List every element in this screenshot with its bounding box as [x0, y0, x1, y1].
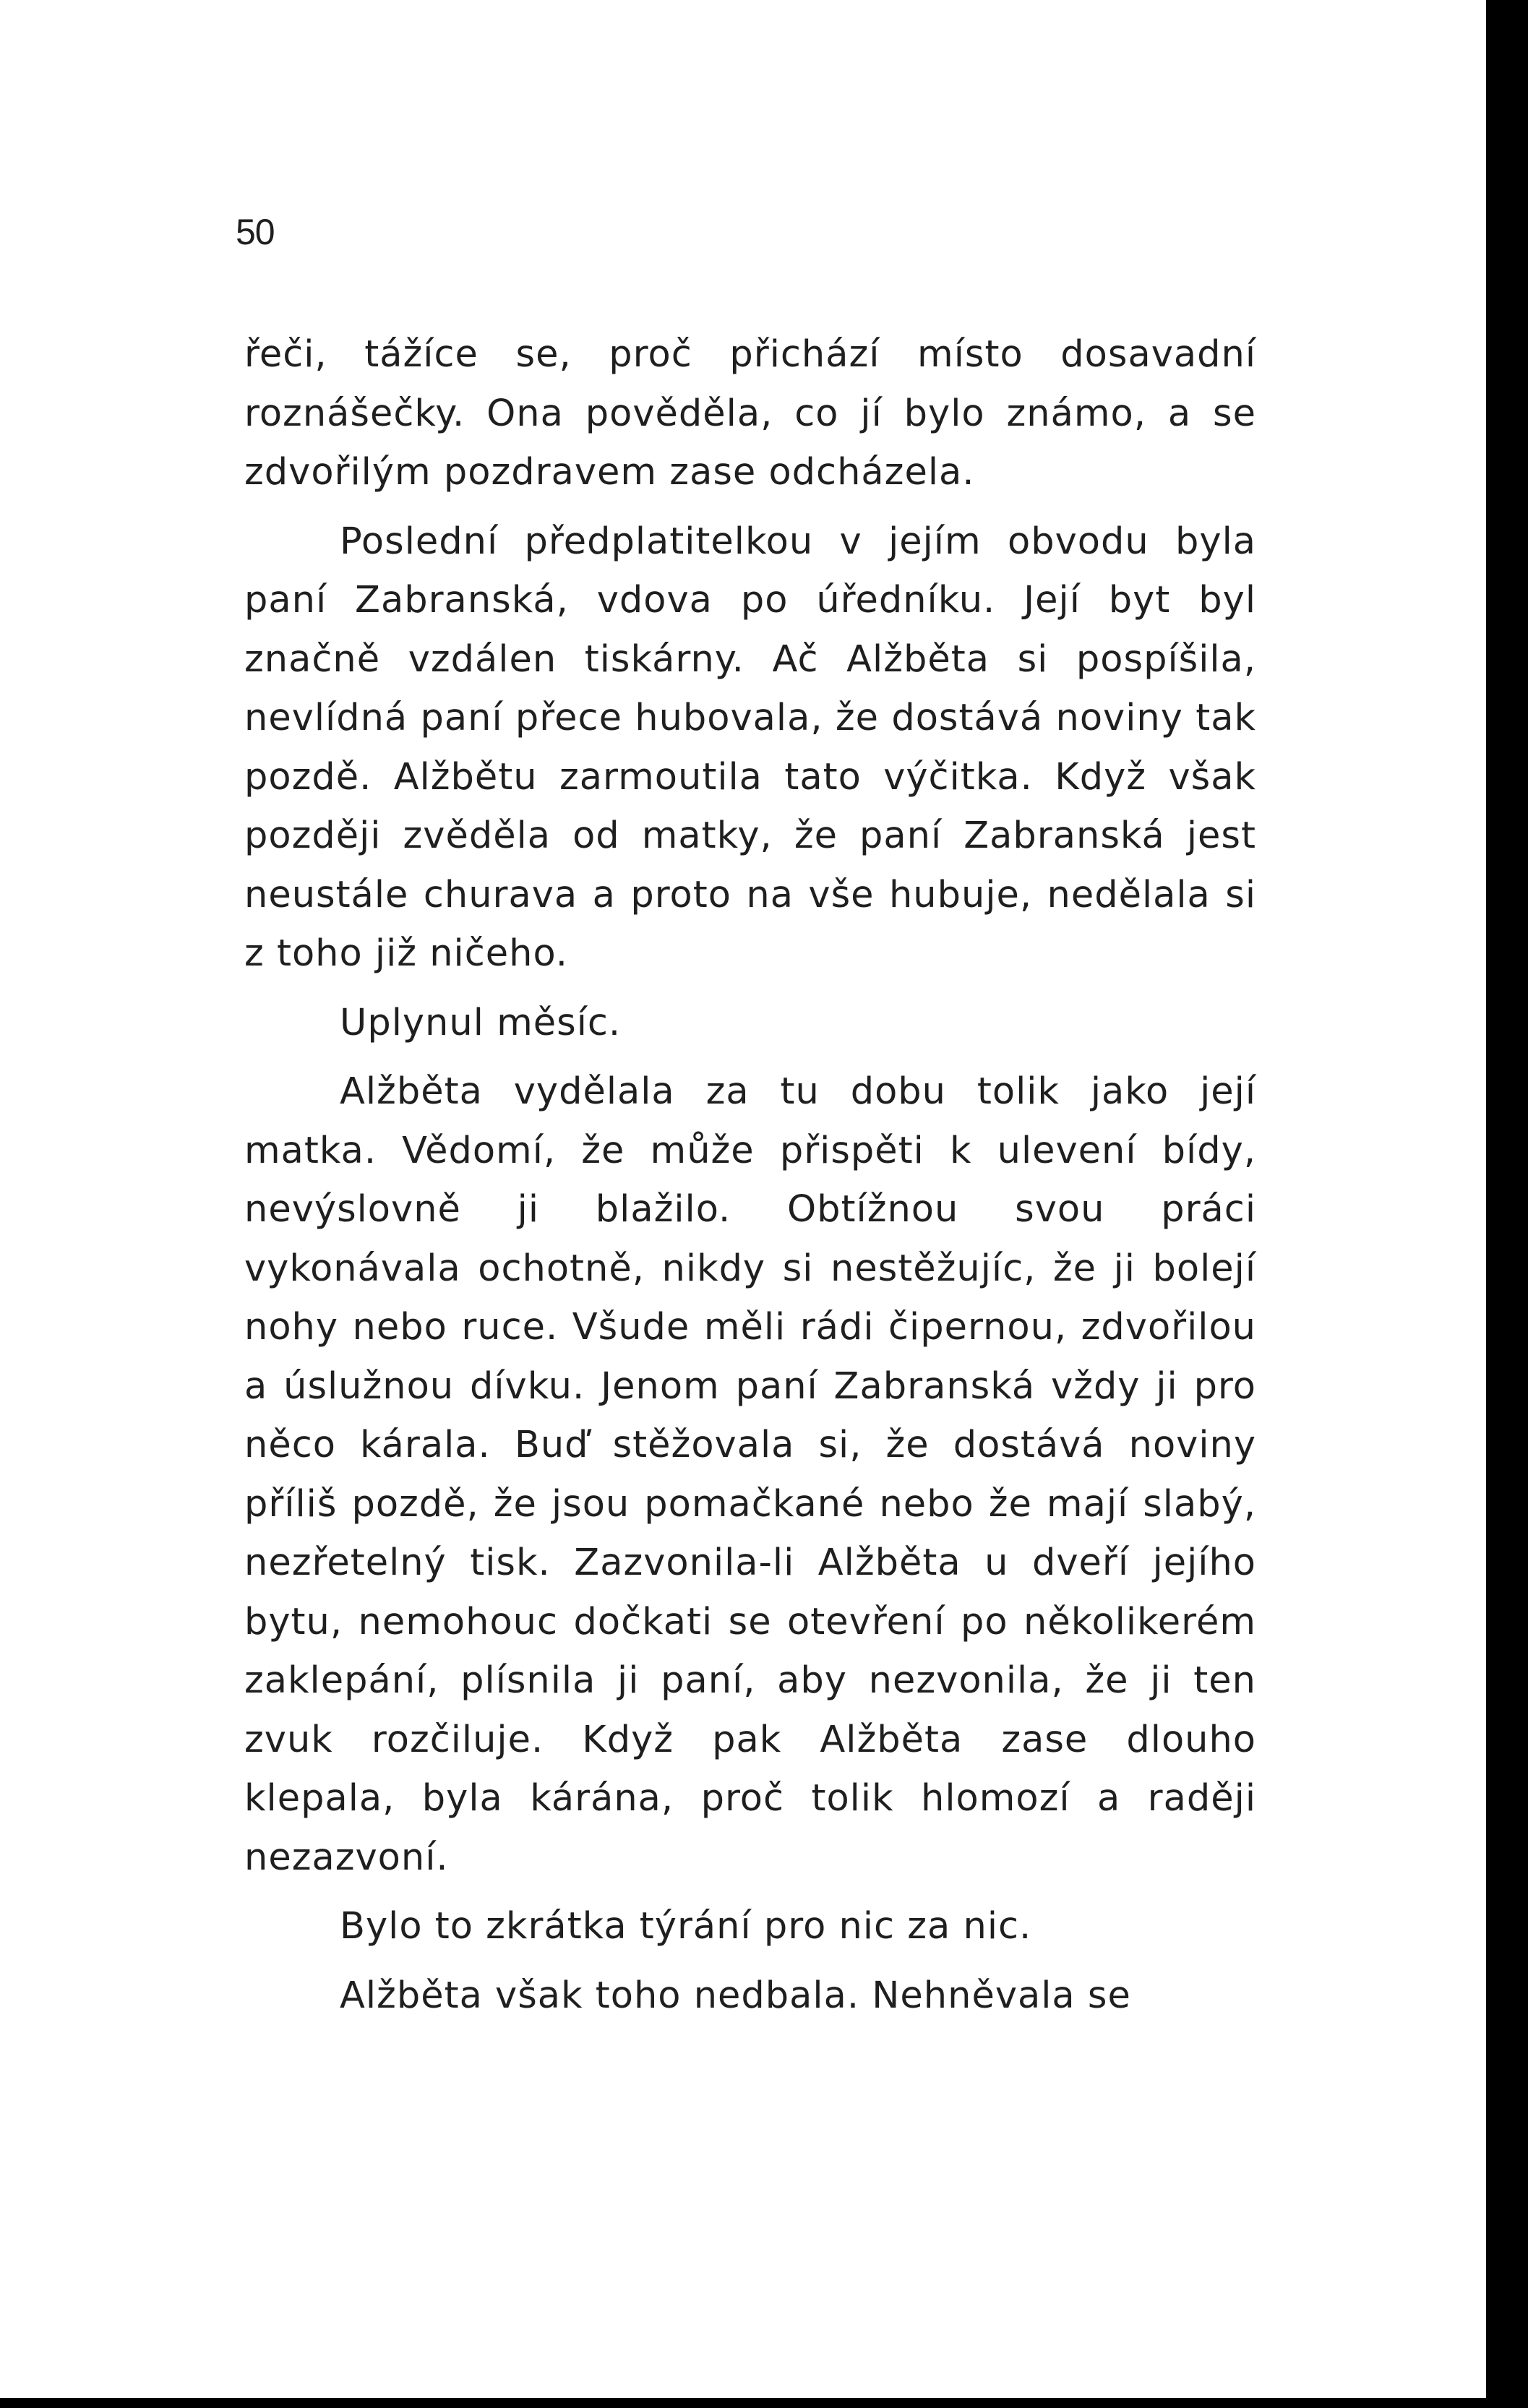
paragraph: Alžběta vydělala za tu dobu tolik jako její matka. Vědomí, že může přispěti k ulevení bídy, nevýslovně ji blažilo. Obtížnou svou práci vykonávala ochotně, nikdy si nestěžujíc, že ji bolejí nohy nebo ruce. Všude měli rádi čipernou, zdvořilou a úslužnou dívku. Jenom paní Zabranská vždy ji pro něco kárala. Buď stěžovala si, že dostává noviny příliš pozdě, že jsou pomačkané nebo že mají slabý, nezřetelný tisk. Zazvonila-li Alžběta u dveří jejího bytu, nemohouc dočkati se otevření po několikerém zaklepání, plísnila ji paní, aby nezvonila, že ji ten zvuk rozčiluje. Když pak Alžběta zase dlouho klepala, byla kárána, proč tolik hlomozí a raději nezazvoní. [244, 1070, 1256, 1879]
paragraph: Bylo to zkrátka týrání pro nic za nic. [340, 1905, 1032, 1948]
page-number: 50 [236, 212, 275, 252]
paragraph: Poslední předplatitelkou v jejím obvodu byla paní Zabranská, vdova po úředníku. Její byt byl značně vzdálen tiskárny. Ač Alžběta si pospíšila, nevlídná paní přece hubovala, že dostává noviny tak pozdě. Alžbětu zarmoutila tato výčitka. Když však později zvěděla od matky, že paní Zabranská jest neustále churava a proto na vše hubuje, nedělala si z toho již ničeho. [244, 520, 1256, 975]
paragraph: Uplynul měsíc. [340, 1001, 622, 1044]
paragraph: Alžběta však toho nedbala. Nehněvala se [340, 1974, 1131, 2017]
scan-edge-right [1486, 0, 1528, 2408]
paragraph: řeči, tážíce se, proč přichází místo dosavadní roznášečky. Ona pověděla, co jí bylo známo, a se zdvořilým pozdravem zase odcházela. [244, 333, 1256, 494]
scan-edge-bottom [0, 2398, 1528, 2408]
body-text [244, 325, 1256, 2035]
